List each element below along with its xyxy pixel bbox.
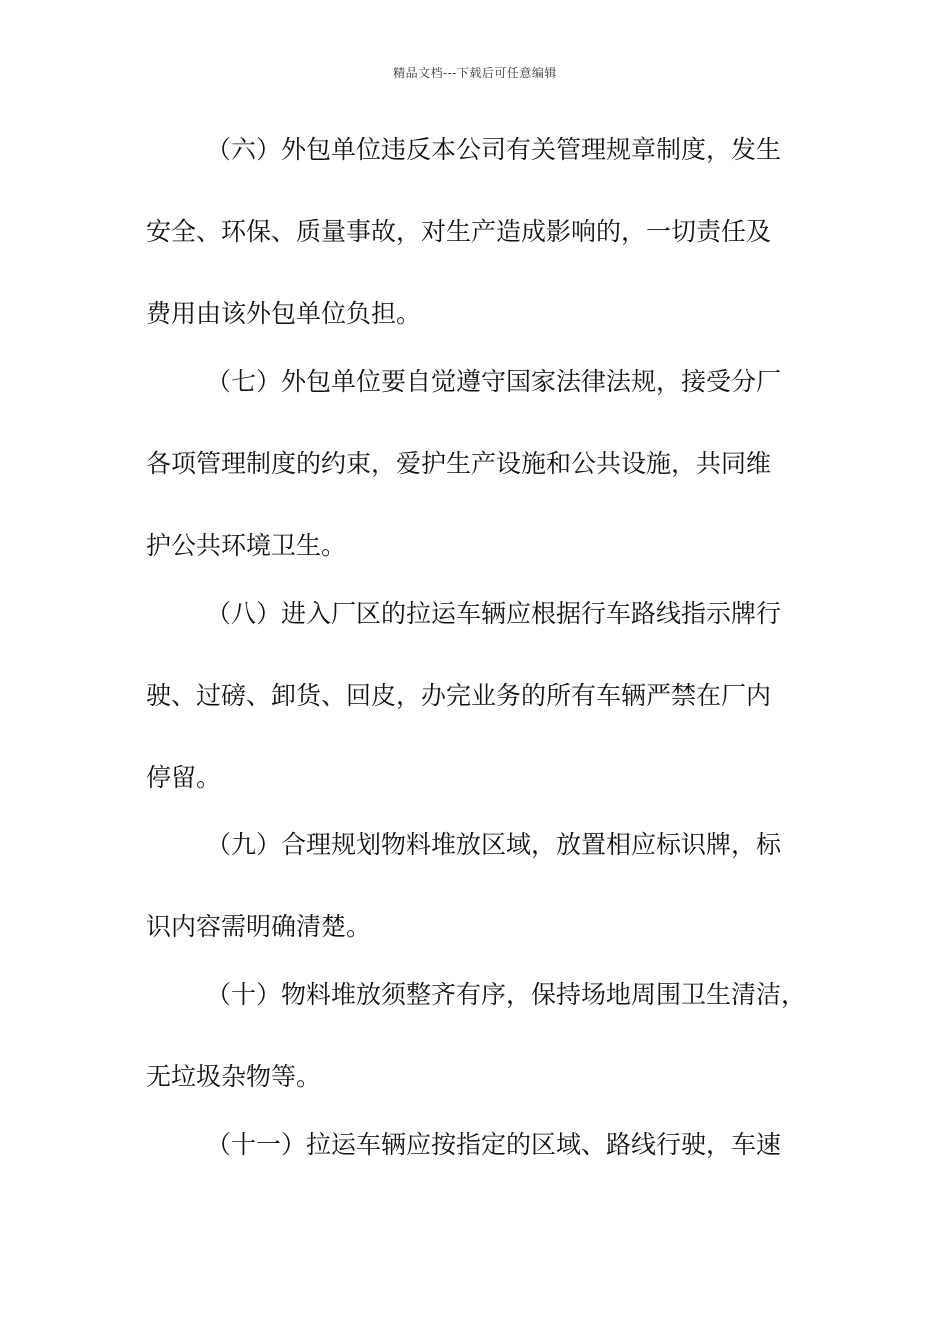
text-line: 护公共环境卫生。 (146, 531, 347, 560)
text-line: （七）外包单位要自觉遵守国家法律法规，接受分厂 (206, 367, 782, 396)
text-line: 驶、过磅、卸货、回皮，办完业务的所有车辆严禁在厂内 (146, 681, 772, 710)
text-line: （十）物料堆放须整齐有序，保持场地周围卫生清洁， (206, 980, 807, 1009)
text-line: 识内容需明确清楚。 (146, 912, 372, 941)
text-line: （八）进入厂区的拉运车辆应根据行车路线指示牌行 (206, 599, 782, 628)
text-line: （九）合理规划物料堆放区域，放置相应标识牌，标 (206, 830, 782, 859)
text-line: 无垃圾杂物等。 (146, 1062, 322, 1091)
text-line: （十一）拉运车辆应按指定的区域、路线行驶，车速 (206, 1130, 782, 1159)
text-line: 各项管理制度的约束，爱护生产设施和公共设施，共同维 (146, 449, 772, 478)
text-line: 费用由该外包单位负担。 (146, 299, 422, 328)
text-line: 安全、环保、质量事故，对生产造成影响的，一切责任及 (146, 217, 772, 246)
text-line: 停留。 (146, 763, 222, 792)
page-header: 精品文档---下载后可任意编辑 (393, 66, 557, 80)
text-line: （六）外包单位违反本公司有关管理规章制度，发生 (206, 135, 782, 164)
